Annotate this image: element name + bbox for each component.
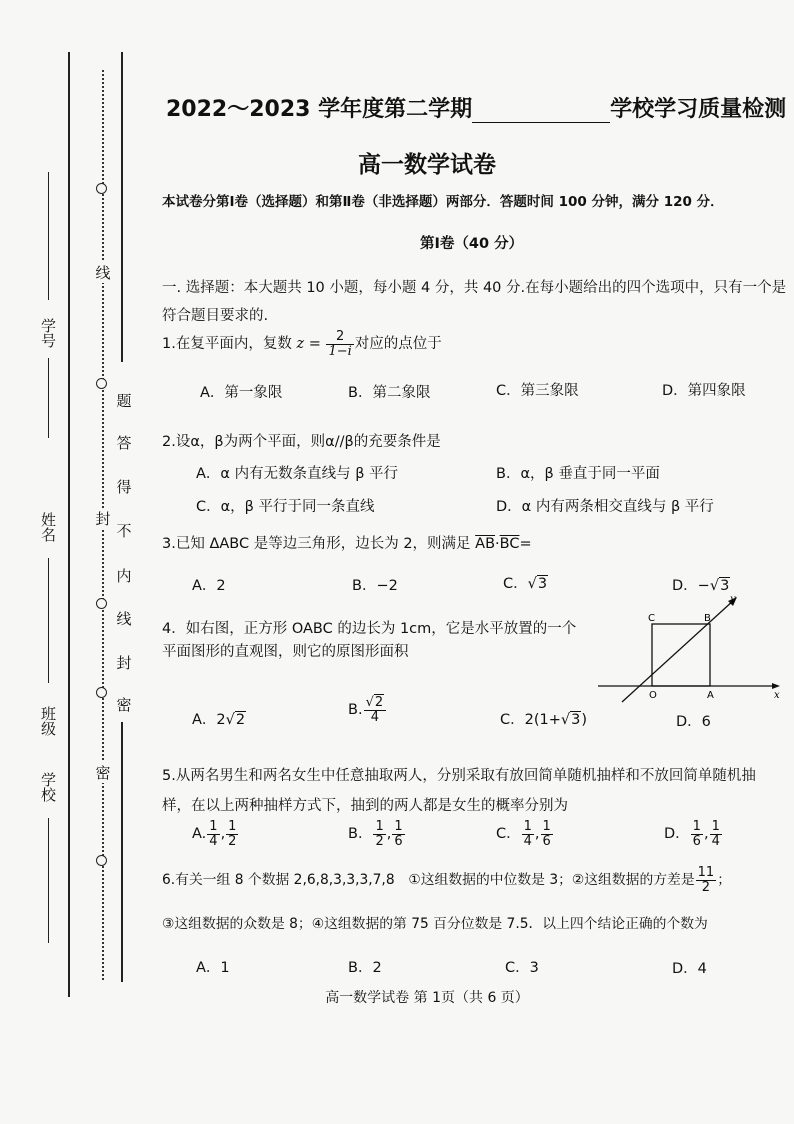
student-id-label: 学号: [39, 318, 57, 348]
margin-circle-2: [96, 378, 107, 389]
q5-option-c[interactable]: C． $\frac{1}{4}$ , $\frac{1}{6}$: [496, 819, 551, 849]
q5-d-frac-1: [691, 820, 703, 848]
q4-option-b-frac: [364, 696, 387, 724]
q3-vector-bc: $\overline{BC}$: [499, 536, 520, 552]
q4-option-a-label: A．2: [192, 712, 226, 728]
q4-option-b-den: 4: [370, 709, 379, 725]
q1-option-c[interactable]: C．第三象限: [496, 383, 579, 399]
seal-char-line-top: 线: [95, 264, 111, 282]
question-6-stem-2: ③这组数据的众数是 8；④这组数据的第 75 百分位数是 7.5．以上四个结论正确的个数为: [162, 916, 708, 932]
q4-option-b-num: √2: [364, 696, 387, 711]
question-4-stem-1: 4．如右图，正方形 OABC 的边长为 1cm，它是水平放置的一个: [162, 621, 577, 637]
q3-option-b[interactable]: B．−2: [352, 578, 398, 594]
q5-d-f2-den: 4: [711, 833, 720, 849]
q3-option-d-radicand: 3: [720, 578, 730, 594]
q1-option-d[interactable]: D．第四象限: [662, 383, 746, 399]
q4-option-b-label: B.: [348, 702, 363, 719]
q4-label-o: O: [649, 690, 657, 701]
seal-char-mi-low: 密: [95, 764, 111, 782]
margin-outer-line: [68, 52, 70, 997]
q5-c-f2-den: 6: [542, 833, 551, 849]
question-3-stem: [162, 532, 532, 553]
section-title: 第Ⅰ卷（40 分）: [420, 236, 524, 252]
seal-feng-mid: 封: [116, 654, 132, 672]
q5-c-f2-num: 1: [542, 819, 551, 834]
q4-option-c-close: ): [581, 712, 588, 728]
q5-option-d-label: D．: [664, 826, 690, 843]
question-1-stem: [162, 330, 442, 358]
page-footer: 高一数学试卷 第 1页（共 6 页）: [325, 990, 529, 1006]
q1-option-a[interactable]: A．第一象限: [200, 385, 283, 401]
q5-a-f2-num: 1: [228, 819, 237, 834]
q3-vector-ab: $\overline{AB}$: [475, 536, 496, 552]
q5-option-b-label: B．: [348, 826, 373, 843]
margin-inner-line-top: [121, 52, 123, 362]
q5-b-f2-num: 1: [394, 819, 403, 834]
seal-mi-mid: 密: [116, 696, 132, 714]
no-answer-da: 答: [116, 434, 132, 452]
q6-text-pre: 6.有关一组 8 个数据 2,6,8,3,3,3,7,8 ①这组数据的中位数是 3；②这组数据的方差是: [162, 872, 695, 889]
q4-option-c-sqrt: √3: [560, 712, 581, 728]
q5-c-f1-den: 4: [523, 833, 532, 849]
no-answer-bu: 不: [116, 522, 132, 540]
q2-option-a[interactable]: A．α 内有无数条直线与 β 平行: [196, 466, 399, 482]
student-id-blank-lower[interactable]: [48, 358, 49, 438]
q4-square: [652, 624, 710, 686]
q3-option-c[interactable]: [503, 572, 548, 593]
exam-intro: 本试卷分第Ⅰ卷（选择题）和第Ⅱ卷（非选择题）两部分．答题时间 100 分钟，满分 120 分．: [162, 194, 724, 210]
q3-text-post: =: [519, 536, 532, 552]
q3-option-d-label: D．−: [672, 578, 710, 594]
school-label: 学校: [39, 772, 57, 802]
q5-a-frac-1: [207, 820, 219, 848]
q4-option-a-radicand: 2: [235, 712, 246, 728]
q1-text-post: 对应的点位于: [354, 336, 442, 353]
no-answer-de: 得: [116, 478, 132, 496]
q5-a-f1-num: 1: [209, 819, 218, 834]
q4-label-y: y: [730, 594, 736, 605]
q6-fraction: [696, 866, 717, 894]
q3-option-a[interactable]: A．2: [192, 578, 226, 594]
exam-title: [166, 92, 786, 123]
q5-b-frac-1: [373, 820, 385, 848]
q6-frac-den: 2: [701, 879, 711, 895]
class-label: 班级: [39, 706, 57, 736]
q1-text-pre: 1.在复平面内，复数: [162, 336, 292, 353]
q5-d-f2-num: 1: [711, 819, 720, 834]
q5-c-f1-num: 1: [523, 819, 532, 834]
q3-text-pre: 3.已知 ΔABC 是等边三角形，边长为 2，则满足: [162, 536, 471, 552]
question-2-stem: 2.设α，β为两个平面，则α//β的充要条件是: [162, 434, 441, 450]
q5-option-d[interactable]: D． $\frac{1}{6}$ , $\frac{1}{4}$: [664, 819, 720, 849]
q5-d-f1-num: 1: [692, 819, 701, 834]
q4-option-c-label: C．2(1+: [500, 712, 561, 728]
q3-option-c-radicand: 3: [537, 576, 548, 592]
q4-label-a: A: [707, 690, 714, 701]
q6-text-post: ；: [717, 872, 731, 889]
q5-b-frac-2: [392, 820, 404, 848]
q5-option-a[interactable]: A. $\frac{1}{4}$ , $\frac{1}{2}$: [192, 819, 237, 849]
exam-subtitle: 高一数学试卷: [358, 152, 496, 178]
q2-option-c[interactable]: C．α，β 平行于同一条直线: [196, 499, 375, 515]
question-4-stem-2: 平面图形的直观图，则它的原图形面积: [162, 644, 409, 660]
seal-xian-mid: 线: [116, 610, 132, 628]
school-name-blank[interactable]: [472, 100, 610, 123]
q4-option-a[interactable]: [192, 708, 246, 729]
q4-x-arrow: [772, 683, 780, 689]
student-id-blank[interactable]: [48, 172, 49, 300]
q4-y-axis: [622, 600, 734, 702]
q6-option-d[interactable]: D．4: [672, 961, 707, 977]
instruction-line-1: 一. 选择题：本大题共 10 小题，每小题 4 分，共 40 分.在每小题给出的四个选项中，只有一个是: [162, 280, 787, 296]
margin-circle-5: [96, 855, 107, 866]
q5-a-f2-den: 2: [228, 833, 237, 849]
q3-dot: ·: [495, 536, 500, 552]
q4-label-x: x: [774, 690, 780, 701]
q5-b-f2-den: 6: [394, 833, 403, 849]
q2-option-b[interactable]: B．α，β 垂直于同一平面: [496, 466, 660, 482]
question-5-stem-2: 样，在以上两种抽样方式下，抽到的两人都是女生的概率分别为: [162, 798, 568, 814]
q4-option-c-radicand: 3: [571, 712, 581, 728]
q6-option-a[interactable]: A．1: [196, 960, 230, 976]
q4-label-b: B: [704, 613, 711, 624]
q5-b-f1-num: 1: [375, 819, 384, 834]
q5-a-frac-2: [226, 820, 238, 848]
margin-circle-4: [96, 687, 107, 698]
q4-figure: [596, 592, 786, 704]
seal-char-feng: 封: [95, 510, 111, 528]
school-blank[interactable]: [48, 818, 49, 943]
no-answer-nei: 内: [116, 567, 132, 585]
title-left: 2022～2023 学年度第二学期: [166, 97, 473, 122]
q3-option-c-label: C．: [503, 576, 528, 592]
name-label: 姓名: [39, 512, 57, 542]
q5-a-f1-den: 4: [209, 833, 218, 849]
q5-option-a-label: A.: [192, 826, 207, 843]
q3-option-d-sqrt: √3: [709, 578, 730, 594]
q4-option-d[interactable]: D．6: [676, 714, 711, 730]
q1-var: z =: [296, 336, 321, 353]
q4-option-a-sqrt: √2: [225, 712, 246, 728]
q6-option-c[interactable]: C．3: [505, 960, 539, 976]
q5-option-c-label: C．: [496, 826, 521, 843]
q5-c-frac-1: [522, 820, 534, 848]
title-right: 学校学习质量检测: [610, 97, 787, 122]
question-6-stem-1: [162, 866, 731, 894]
q5-c-frac-2: [541, 820, 553, 848]
q2-option-d[interactable]: D．α 内有两条相交直线与 β 平行: [496, 499, 714, 515]
q4-option-b-radicand: 2: [374, 695, 384, 710]
margin-inner-line-bottom: [121, 722, 123, 982]
question-5-stem-1: 5.从两名男生和两名女生中任意抽取两人，分别采取有放回简单随机抽样和不放回简单随机抽: [162, 768, 756, 784]
q1-frac-den: 1−i: [328, 343, 352, 359]
q3-option-c-sqrt: √3: [527, 576, 548, 592]
instruction-line-2: 符合题目要求的.: [162, 308, 269, 324]
q6-option-b[interactable]: B．2: [348, 960, 382, 976]
q1-option-b[interactable]: B．第二象限: [348, 385, 431, 401]
no-answer-ti: 题: [116, 392, 132, 410]
margin-circle-1: [96, 183, 107, 194]
q5-d-f1-den: 6: [692, 833, 701, 849]
q4-option-c[interactable]: [500, 708, 587, 729]
q4-option-b[interactable]: [348, 696, 387, 724]
margin-circle-3: [96, 598, 107, 609]
q1-fraction: [326, 330, 353, 358]
q5-b-f1-den: 2: [375, 833, 384, 849]
q6-frac-num: 11: [697, 865, 715, 880]
q1-frac-num: 2: [326, 330, 353, 345]
q4-label-c: C: [648, 613, 655, 624]
name-blank[interactable]: [48, 558, 49, 683]
q5-option-b[interactable]: B． $\frac{1}{2}$ , $\frac{1}{6}$: [348, 819, 403, 849]
q5-d-frac-2: [710, 820, 722, 848]
